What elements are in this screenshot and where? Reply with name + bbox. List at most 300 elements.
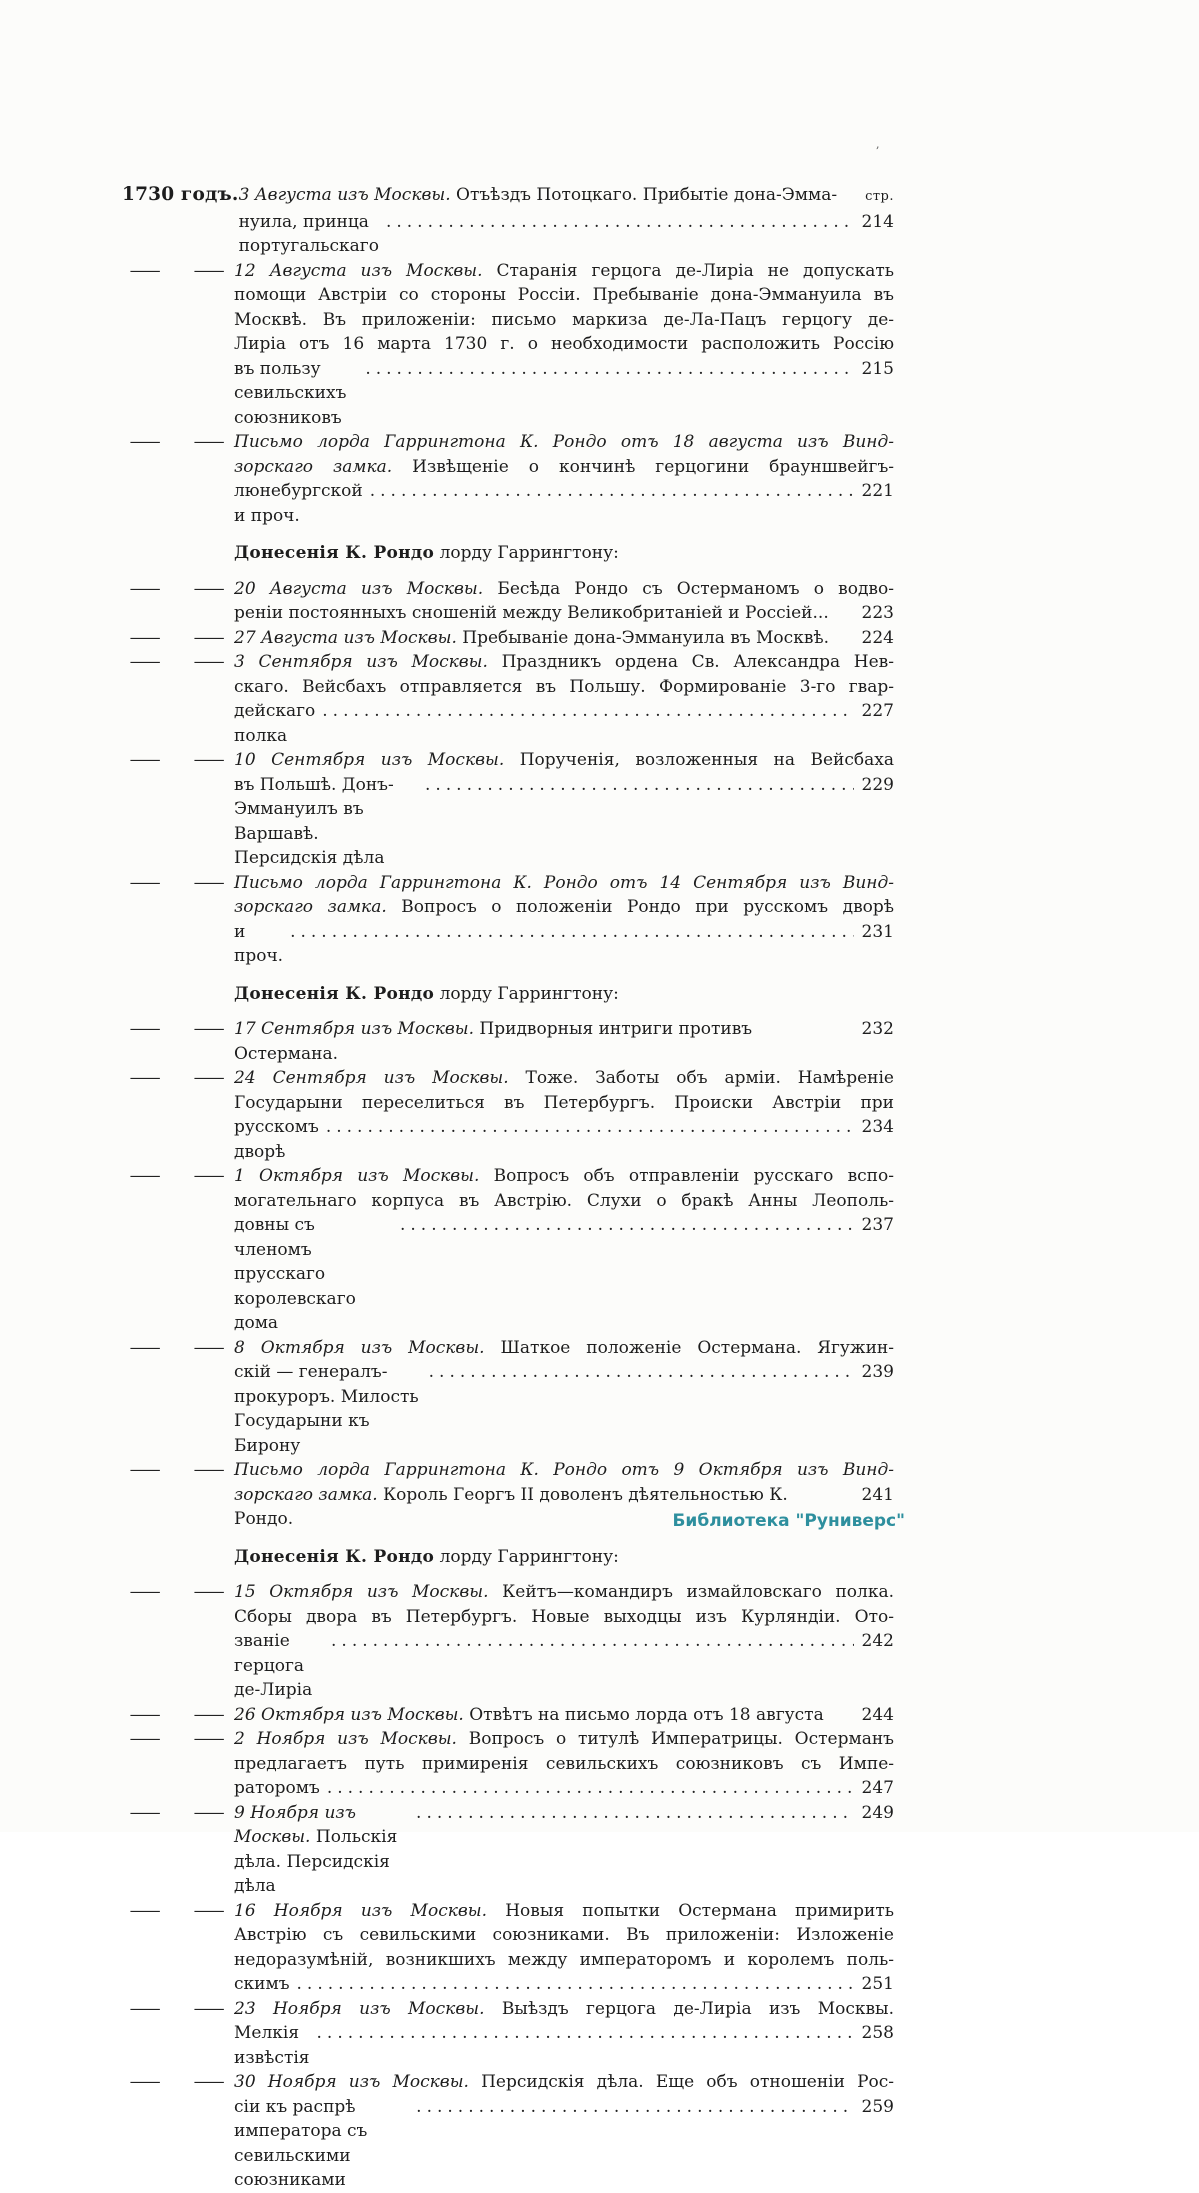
entry-date-italic: 24 Сентября изъ Москвы. xyxy=(234,1068,509,1088)
entry-text-run: Порученія, возложенныя на Вейсбаха xyxy=(504,750,894,770)
dot-leader xyxy=(365,357,854,382)
entry-line-text xyxy=(234,920,283,969)
entry-line-text xyxy=(234,432,894,452)
entry-line xyxy=(234,920,894,969)
page-number: 242 xyxy=(861,1631,894,1651)
entry-text-run: званіе герцога де-Лиріа xyxy=(234,1631,313,1700)
entry-line-text xyxy=(234,897,894,917)
entry-line xyxy=(234,1458,894,1483)
ditto-dash-icon: — xyxy=(193,627,226,648)
toc-entry xyxy=(122,626,894,651)
entry-line-text xyxy=(234,1338,894,1358)
entry-line xyxy=(234,308,894,333)
dot-leader xyxy=(331,1629,854,1654)
section-title xyxy=(234,1545,894,1570)
ditto-dashes xyxy=(122,1164,234,1189)
page-number: 231 xyxy=(861,921,894,942)
toc-entry xyxy=(122,1164,894,1336)
entry-line-text xyxy=(234,873,894,893)
page-number: 227 xyxy=(861,701,894,721)
entry-text-run: помощи Австріи со стороны Россіи. Пребываніе дона-Эммануила въ xyxy=(234,285,894,305)
ditto-dash-icon: — xyxy=(193,1802,226,1823)
entry-line xyxy=(234,1360,894,1458)
entry-line-text xyxy=(239,210,379,259)
page-number: 258 xyxy=(861,2023,894,2043)
entry-line xyxy=(234,2021,894,2070)
runivers-watermark: Библиотека "Руниверс" xyxy=(672,1511,905,1531)
entry-date-italic: 23 Ноября изъ Москвы. xyxy=(234,1998,485,2019)
dot-leader xyxy=(322,699,854,724)
entry-text xyxy=(234,1017,894,1066)
page-number: 223 xyxy=(861,603,894,623)
entry-text-run: Старанія герцога де-Лиріа не допускать xyxy=(482,260,894,281)
ditto-dash-icon: — xyxy=(129,1166,162,1186)
entry-line-text xyxy=(234,457,894,477)
ditto-dash-icon: — xyxy=(193,1729,226,1749)
toc-entry xyxy=(122,1066,894,1164)
toc-entry xyxy=(122,1336,894,1459)
entry-line-text xyxy=(234,1115,319,1164)
toc-entry xyxy=(122,650,894,748)
toc-entry xyxy=(122,1899,894,1997)
entry-text-run: русскомъ дворѣ xyxy=(234,1117,319,1162)
entry-line xyxy=(239,210,894,259)
ditto-dashes xyxy=(122,650,234,675)
ditto-dash-icon: — xyxy=(129,1729,162,1749)
entry-text-run: Персидскія дѣла. Еще объ отношеніи Рос- xyxy=(468,2072,895,2092)
entry-text-run: Новыя попытки Остермана примирить xyxy=(487,1900,895,1921)
entry-line-text xyxy=(234,479,363,528)
toc-entry xyxy=(122,259,894,431)
entry-line-text xyxy=(234,1607,894,1627)
entry-text xyxy=(234,1336,894,1459)
entry-line xyxy=(234,1336,894,1361)
entry-line-text xyxy=(234,1460,894,1480)
page-number: 247 xyxy=(861,1778,894,1798)
ditto-dash-icon: — xyxy=(129,1460,162,1480)
entry-line-text xyxy=(234,261,894,281)
entry-line-text xyxy=(234,310,894,330)
entry-line xyxy=(234,1997,894,2022)
entry-line-text xyxy=(234,1901,894,1921)
entry-line xyxy=(234,1776,894,1801)
scan-artifact: , xyxy=(876,138,880,151)
section-title-bold: Донесенія К. Рондо xyxy=(234,1546,435,1567)
entry-text xyxy=(234,259,894,431)
toc-entry xyxy=(122,1703,894,1728)
entry-text-run: въ пользу севильскихъ союзниковъ xyxy=(234,358,347,428)
entry-line xyxy=(234,1091,894,1116)
entry-line xyxy=(234,1580,894,1605)
entry-text xyxy=(234,650,894,748)
entry-text-run: предлагаетъ путь примиренія севильскихъ союзниковъ съ Импе- xyxy=(234,1753,894,1774)
ditto-dashes xyxy=(122,1017,234,1042)
entry-line-text xyxy=(234,1629,324,1703)
entry-line xyxy=(234,773,894,871)
entry-text-run: Праздникъ ордена Св. Александра Нев- xyxy=(487,652,894,672)
entry-line xyxy=(234,1972,894,1997)
entry-text-run: Бесѣда Рондо съ Остерманомъ о водво- xyxy=(483,578,894,599)
entry-line-text xyxy=(234,699,315,748)
entry-line-text xyxy=(234,2095,409,2193)
entry-line-text xyxy=(234,677,894,697)
entry-line xyxy=(234,332,894,357)
ditto-dash-icon: — xyxy=(129,627,162,648)
toc-entry xyxy=(122,1017,894,1066)
ditto-dash-icon: — xyxy=(193,1019,226,1039)
ditto-dashes xyxy=(122,1727,234,1752)
entry-line xyxy=(234,1629,894,1703)
ditto-dash-icon: — xyxy=(129,578,162,599)
page-number: 234 xyxy=(861,1117,894,1137)
entry-line xyxy=(234,455,894,480)
entry-text xyxy=(234,1164,894,1336)
toc-entry xyxy=(122,2070,894,2193)
entry-date-italic: Письмо лорда Гаррингтона К. Рондо отъ 14 Сентября изъ Винд- xyxy=(234,872,894,893)
ditto-dash-icon: — xyxy=(129,1900,162,1921)
ditto-dashes xyxy=(122,1580,234,1605)
entry-text-run: скаго. Вейсбахъ отправляется въ Польшу. Формированіе 3-го гвар- xyxy=(234,676,894,697)
ditto-dash-icon: — xyxy=(129,652,162,672)
page-number: 244 xyxy=(861,1704,894,1725)
entry-line xyxy=(234,1189,894,1214)
entry-line-text xyxy=(234,1703,824,1728)
entry-text-run: Лиріа отъ 16 марта 1730 г. о необходимости расположить Россію xyxy=(234,334,894,354)
ditto-dashes xyxy=(122,1066,234,1091)
section-title-rest: лорду Гаррингтону: xyxy=(434,543,619,563)
dot-leader xyxy=(317,2021,854,2046)
entry-line xyxy=(234,626,894,651)
entry-line xyxy=(234,1923,894,1948)
dot-leader xyxy=(290,920,854,945)
entry-text xyxy=(234,1801,894,1899)
section-title xyxy=(234,982,894,1007)
ditto-dash-icon: — xyxy=(193,1068,226,1088)
page-number: 249 xyxy=(861,1802,894,1823)
dot-leader xyxy=(425,773,854,798)
toc-section-header xyxy=(122,541,894,566)
entry-line xyxy=(234,479,894,528)
entry-text-run: Кейтъ—командиръ измайловскаго полка. xyxy=(488,1582,894,1602)
entry-text-run: довны съ членомъ прусскаго королевскаго дома xyxy=(234,1215,356,1333)
entry-text-run: Вопросъ объ отправленіи русскаго вспо- xyxy=(479,1166,894,1186)
page-number: 241 xyxy=(861,1484,894,1505)
page-number: 251 xyxy=(861,1974,894,1994)
ditto-dash-icon: — xyxy=(129,1802,162,1823)
entry-text-run: скій — генералъ-прокуроръ. Милость Государыни къ Бирону xyxy=(234,1362,419,1456)
ditto-dash-icon: — xyxy=(193,1704,226,1725)
entry-text-run: Шаткое положеніе Остермана. Ягужин- xyxy=(484,1337,894,1358)
ditto-dash-icon: — xyxy=(193,432,226,452)
entry-line-text xyxy=(234,773,418,871)
entry-text-run: Отвѣтъ на письмо лорда отъ 18 августа xyxy=(463,1704,824,1725)
entry-line xyxy=(234,1948,894,1973)
entry-line xyxy=(234,895,894,920)
ditto-dash-icon: — xyxy=(129,260,162,281)
entry-date-italic: 17 Сентября изъ Москвы. xyxy=(234,1019,475,1039)
entry-date-italic: 3 Августа изъ Москвы. xyxy=(238,185,451,205)
ditto-dashes xyxy=(122,1458,234,1483)
ditto-dashes xyxy=(122,871,234,896)
page-number: 224 xyxy=(861,627,894,648)
dot-leader xyxy=(386,210,854,235)
entry-line-text xyxy=(234,1950,894,1970)
page-number: 221 xyxy=(861,481,894,501)
ditto-dash-icon: — xyxy=(129,1998,162,2019)
toc-entry xyxy=(122,183,894,259)
toc-entry xyxy=(122,577,894,626)
entry-text-run: Вопросъ о положеніи Рондо при русскомъ дворѣ xyxy=(386,897,895,917)
entry-date-italic: 16 Ноября изъ Москвы. xyxy=(234,1900,488,1921)
entry-text-run: Австрію съ севильскими союзниками. Въ приложеніи: Изложеніе xyxy=(234,1925,894,1945)
ditto-dash-icon: — xyxy=(193,1460,226,1480)
section-title-rest: лорду Гаррингтону: xyxy=(434,1546,619,1567)
entry-text xyxy=(234,430,894,528)
entry-text-run: скимъ xyxy=(234,1974,290,1994)
section-title-bold: Донесенія К. Рондо xyxy=(234,543,435,563)
dot-leader xyxy=(429,1360,854,1385)
toc-entry xyxy=(122,1727,894,1801)
toc-section-header xyxy=(122,1545,894,1570)
entry-line-text xyxy=(234,1093,894,1113)
ditto-dash-icon: — xyxy=(129,2072,162,2092)
entry-line xyxy=(234,1164,894,1189)
dot-leader xyxy=(327,1776,854,1801)
entry-line-text xyxy=(234,1925,894,1945)
entry-line-text xyxy=(234,626,829,651)
ditto-dash-icon: — xyxy=(193,578,226,599)
ditto-dash-icon: — xyxy=(193,750,226,770)
entry-line xyxy=(234,650,894,675)
dot-leader xyxy=(416,1801,854,1826)
entry-text xyxy=(234,626,894,651)
entry-text-run: реніи постоянныхъ сношеній между Великобританіей и Россіей... xyxy=(234,603,829,623)
entry-line-text xyxy=(234,1360,422,1458)
entry-text-run: Тоже. Заботы объ арміи. Намѣреніе xyxy=(508,1068,894,1088)
entry-line xyxy=(234,601,894,626)
entry-text xyxy=(234,871,894,969)
entry-line-text xyxy=(234,750,894,770)
entry-date-italic: 12 Августа изъ Москвы. xyxy=(234,260,483,281)
ditto-dash-icon: — xyxy=(129,750,162,770)
page-number: 259 xyxy=(861,2096,894,2117)
ditto-dash-icon: — xyxy=(129,432,162,452)
entry-line xyxy=(239,183,894,210)
entry-text xyxy=(234,2070,894,2193)
toc-entry xyxy=(122,430,894,528)
entry-text xyxy=(234,577,894,626)
entry-date-italic: 8 Октября изъ Москвы. xyxy=(234,1337,485,1358)
dot-leader xyxy=(416,2095,854,2120)
entry-line xyxy=(234,1066,894,1091)
ditto-dashes xyxy=(122,1801,234,1826)
page-number: 229 xyxy=(861,774,894,795)
entry-text-run: въ Польшѣ. Донъ-Эммануилъ въ Варшавѣ. Персидскія дѣла xyxy=(234,774,394,868)
entry-text-run: Отъѣздъ Потоцкаго. Прибытіе дона-Эмма- xyxy=(450,185,838,205)
entry-line-text xyxy=(234,1754,894,1774)
ditto-dash-icon: — xyxy=(129,1019,162,1039)
entry-date-italic: 27 Августа изъ Москвы. xyxy=(234,627,457,648)
entry-date-italic: 20 Августа изъ Москвы. xyxy=(234,578,484,599)
section-title-bold: Донесенія К. Рондо xyxy=(234,983,435,1004)
page-number: 232 xyxy=(861,1019,894,1039)
entry-line xyxy=(234,1703,894,1728)
ditto-dashes xyxy=(122,430,234,455)
ditto-dash-icon: — xyxy=(129,1704,162,1725)
entry-date-italic: Письмо лорда Гаррингтона К. Рондо отъ 18 августа изъ Винд- xyxy=(234,432,894,452)
ditto-dash-icon: — xyxy=(193,260,226,281)
toc-section-header xyxy=(122,982,894,1007)
entry-text-run: Придворныя интриги противъ Остермана. xyxy=(234,1019,753,1064)
entry-text-run: Вопросъ о титулѣ Императрицы. Остерманъ xyxy=(456,1729,894,1749)
entry-line-text xyxy=(234,334,894,354)
entry-line xyxy=(234,1801,894,1899)
entry-line-text xyxy=(234,601,829,626)
ditto-dashes xyxy=(122,748,234,773)
entry-date-italic: Письмо лорда Гаррингтона К. Рондо отъ 9 Октября изъ Винд- xyxy=(234,1460,894,1480)
entry-text xyxy=(234,1703,894,1728)
page-number: 239 xyxy=(861,1362,894,1382)
entry-date-italic: зорскаго замка. xyxy=(234,1484,378,1505)
entry-line-text xyxy=(234,1191,894,1211)
toc-entry xyxy=(122,1997,894,2071)
toc-entry xyxy=(122,1580,894,1703)
page-number: 214 xyxy=(861,211,894,232)
entry-text-run: Мелкія извѣстія xyxy=(234,2023,310,2068)
entry-line-text xyxy=(234,1213,393,1336)
toc-entry xyxy=(122,1801,894,1899)
ditto-dash-icon: — xyxy=(193,1900,226,1921)
entry-line xyxy=(234,871,894,896)
ditto-dashes xyxy=(122,259,234,284)
entry-date-italic: 26 Октября изъ Москвы. xyxy=(234,1704,464,1725)
entry-text-run: Извѣщеніе о кончинѣ герцогини брауншвейгъ- xyxy=(392,456,894,477)
entry-line-text xyxy=(239,183,838,208)
page-column-header: стр. xyxy=(865,189,894,204)
entry-text-run: могательнаго корпуса въ Австрію. Слухи о бракѣ Анны Леополь- xyxy=(234,1190,894,1211)
entry-line xyxy=(234,699,894,748)
entry-date-italic: 2 Ноября изъ Москвы. xyxy=(234,1729,457,1749)
entry-text-run: недоразумѣній, возникшихъ между императоромъ и королемъ поль- xyxy=(234,1949,894,1970)
entry-line xyxy=(234,259,894,284)
section-title-rest: лорду Гаррингтону: xyxy=(434,983,619,1004)
ditto-dash-icon: — xyxy=(129,1068,162,1088)
dot-leader xyxy=(326,1115,854,1140)
entry-text-run: Король Георгъ II доволенъ дѣятельностью К. Рондо. xyxy=(234,1484,788,1529)
entry-text xyxy=(234,1727,894,1801)
entry-text-run: сіи къ распрѣ императора съ севильскими союзниками xyxy=(234,2096,368,2190)
entry-date-italic: 10 Сентября изъ Москвы. xyxy=(234,750,505,770)
ditto-dashes xyxy=(122,2070,234,2095)
entry-line-text xyxy=(234,2021,310,2070)
ditto-dash-icon: — xyxy=(193,1337,226,1358)
ditto-dash-icon: — xyxy=(193,872,226,893)
entry-line xyxy=(234,283,894,308)
entry-line-text xyxy=(234,1801,409,1899)
ditto-dashes xyxy=(122,1899,234,1924)
ditto-dashes xyxy=(122,626,234,651)
entry-line xyxy=(234,577,894,602)
entry-line xyxy=(234,1752,894,1777)
entry-text-run: люнебургской и проч. xyxy=(234,481,363,526)
entry-date-italic: 30 Ноября изъ Москвы. xyxy=(234,2072,469,2092)
entry-line xyxy=(234,357,894,431)
entry-text xyxy=(234,748,894,871)
ditto-dash-icon: — xyxy=(129,1582,162,1602)
entry-text-run: нуила, принца португальскаго xyxy=(238,211,379,256)
entry-date-italic: 3 Сентября изъ Москвы. xyxy=(234,652,488,672)
entry-date-italic: 15 Октября изъ Москвы. xyxy=(234,1582,489,1602)
entry-text-run: дейскаго полка xyxy=(234,701,316,746)
entry-line xyxy=(234,1115,894,1164)
entry-text-run: Москвѣ. Въ приложеніи: письмо маркиза де-Ла-Пацъ герцогу де- xyxy=(234,309,894,330)
ditto-dash-icon: — xyxy=(193,652,226,672)
entry-text xyxy=(239,183,894,259)
entry-text-run: Пребываніе дона-Эммануила въ Москвѣ. xyxy=(456,627,830,648)
entry-line-text xyxy=(234,285,894,305)
page-number: 215 xyxy=(861,358,894,379)
entry-line xyxy=(234,1605,894,1630)
entry-line-text xyxy=(234,1017,839,1066)
entry-text xyxy=(234,1580,894,1703)
entry-text xyxy=(234,1899,894,1997)
ditto-dash-icon: — xyxy=(129,1337,162,1358)
ditto-dash-icon: — xyxy=(193,1166,226,1186)
entry-line-text xyxy=(234,1582,894,1602)
toc-entry xyxy=(122,871,894,969)
entry-date-italic: зорскаго замка. xyxy=(234,897,387,917)
section-title xyxy=(234,541,894,566)
entry-line xyxy=(234,1017,894,1066)
entry-line xyxy=(234,1213,894,1336)
ditto-dashes xyxy=(122,1703,234,1728)
entry-text-run: Сборы двора въ Петербургъ. Новые выходцы изъ Курляндіи. Ото- xyxy=(234,1606,894,1627)
entry-line-text xyxy=(234,1068,894,1088)
entry-line-text xyxy=(234,1972,290,1997)
entry-date-italic: зорскаго замка. xyxy=(234,456,393,477)
entry-text xyxy=(234,1066,894,1164)
entry-line xyxy=(234,2070,894,2095)
entry-text xyxy=(234,1997,894,2071)
ditto-dashes xyxy=(122,1997,234,2022)
dot-leader xyxy=(370,479,854,504)
entry-line xyxy=(234,748,894,773)
ditto-dash-icon: — xyxy=(193,1998,226,2019)
ditto-dash-icon: — xyxy=(193,2072,226,2092)
entry-line-text xyxy=(234,2072,894,2092)
entry-text-run: Государыни переселиться въ Петербургъ. Происки Австріи при xyxy=(234,1092,894,1113)
page-number: 237 xyxy=(861,1215,894,1235)
dot-leader xyxy=(400,1213,854,1238)
entry-date-italic: 1 Октября изъ Москвы. xyxy=(234,1166,480,1186)
entry-line-text xyxy=(234,1999,894,2019)
table-of-contents xyxy=(122,183,894,2193)
entry-line-text xyxy=(234,1166,894,1186)
entry-line-text xyxy=(234,357,358,431)
ditto-dashes xyxy=(122,1336,234,1361)
entry-line xyxy=(234,1899,894,1924)
year-label: 1730 годъ. xyxy=(122,184,239,205)
ditto-dash-icon: — xyxy=(193,1582,226,1602)
entry-line-text xyxy=(234,652,894,672)
entry-date-italic: 9 Ноября изъ Москвы. xyxy=(234,1802,357,1847)
entry-line xyxy=(234,430,894,455)
entry-line-text xyxy=(234,1729,894,1749)
entry-text-run: Польскія дѣла. Персидскія дѣла xyxy=(234,1827,398,1896)
ditto-dash-icon: — xyxy=(129,872,162,893)
entry-text-run: и проч. xyxy=(234,921,284,966)
entry-line xyxy=(234,675,894,700)
